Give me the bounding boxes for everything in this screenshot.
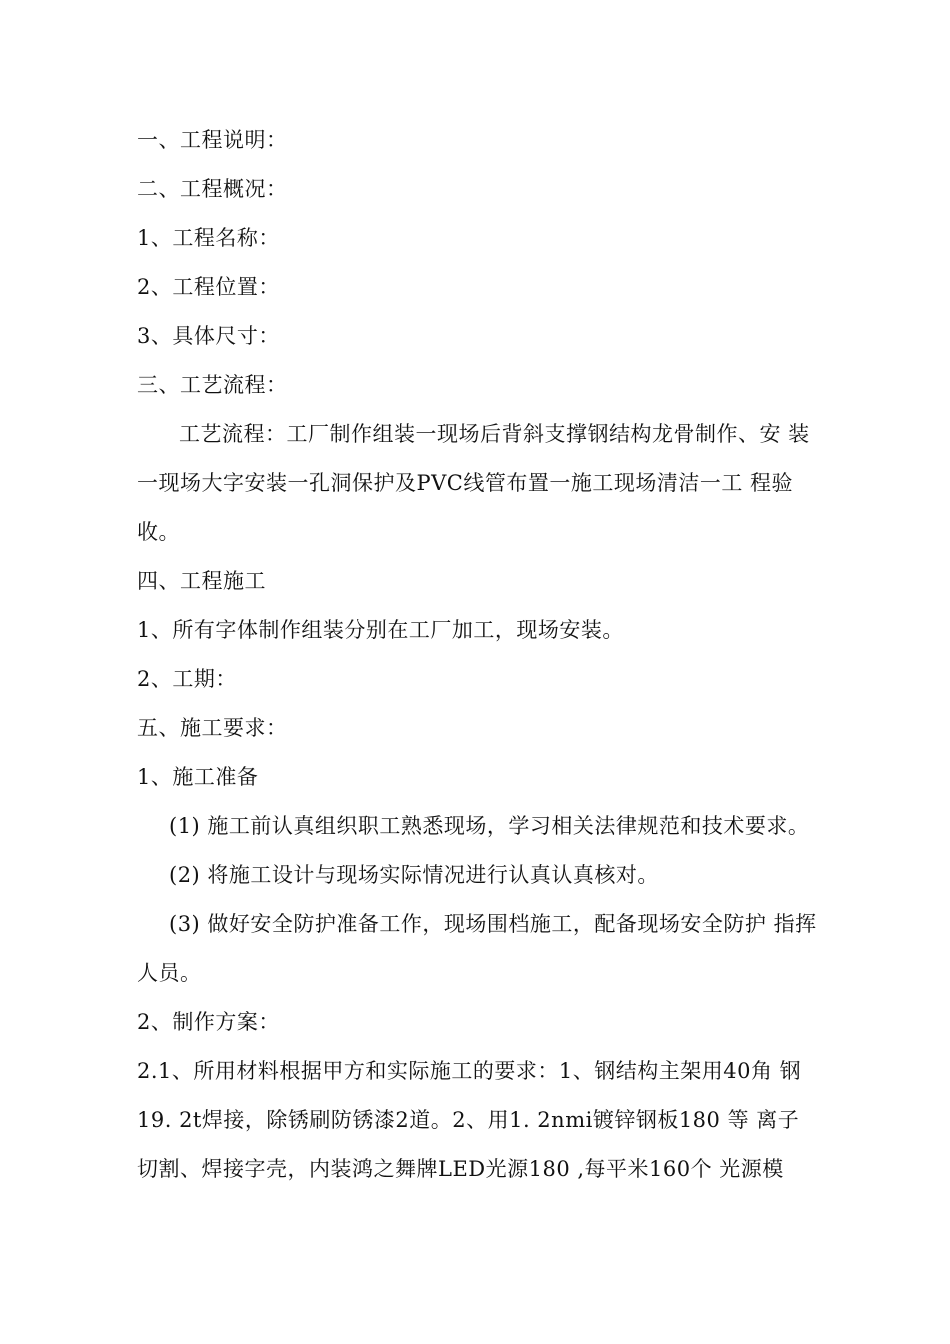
plan-line-2: 19. 2t焊接，除锈刷防锈漆2道。2、用1. 2nmi镀锌钢板180 等 离子 xyxy=(137,1108,800,1132)
heading-process-flow: 三、工艺流程： xyxy=(137,373,288,397)
prep-item-3-continued: 人员。 xyxy=(137,961,202,985)
process-paragraph-line-1: 工艺流程：工厂制作组装一现场后背斜支撑钢结构龙骨制作、安 装 xyxy=(179,422,810,446)
construction-item-1: 1、所有字体制作组装分别在工厂加工，现场安装。 xyxy=(137,618,624,642)
construction-item-2: 2、工期： xyxy=(137,667,237,691)
project-name-line: 1、工程名称： xyxy=(137,226,280,250)
subheading-preparation: 1、施工准备 xyxy=(137,765,259,789)
process-paragraph-line-3: 收。 xyxy=(137,520,180,544)
prep-item-2: (2) 将施工设计与现场实际情况进行认真认真核对。 xyxy=(169,863,659,887)
prep-item-1: (1) 施工前认真组织职工熟悉现场，学习相关法律规范和技术要求。 xyxy=(169,814,810,838)
subheading-production-plan: 2、制作方案： xyxy=(137,1010,280,1034)
project-location-line: 2、工程位置： xyxy=(137,275,280,299)
plan-line-1: 2.1、所用材料根据甲方和实际施工的要求：1、钢结构主架用40角 钢 xyxy=(137,1059,802,1083)
project-dimensions-line: 3、具体尺寸： xyxy=(137,324,280,348)
plan-line-3: 切割、焊接字壳，内装鸿之舞牌LED光源180 ,每平米160个 光源模 xyxy=(137,1157,784,1181)
heading-requirements: 五、施工要求： xyxy=(137,716,288,740)
prep-item-3: (3) 做好安全防护准备工作，现场围档施工，配备现场安全防护 指挥 xyxy=(169,912,817,936)
process-paragraph-line-2: 一现场大字安装一孔洞保护及PVC线管布置一施工现场清洁一工 程验 xyxy=(137,471,794,495)
heading-project-description: 一、工程说明： xyxy=(137,128,288,152)
heading-project-overview: 二、工程概况： xyxy=(137,177,288,201)
heading-construction: 四、工程施工 xyxy=(137,569,266,593)
document-body xyxy=(137,116,829,1194)
